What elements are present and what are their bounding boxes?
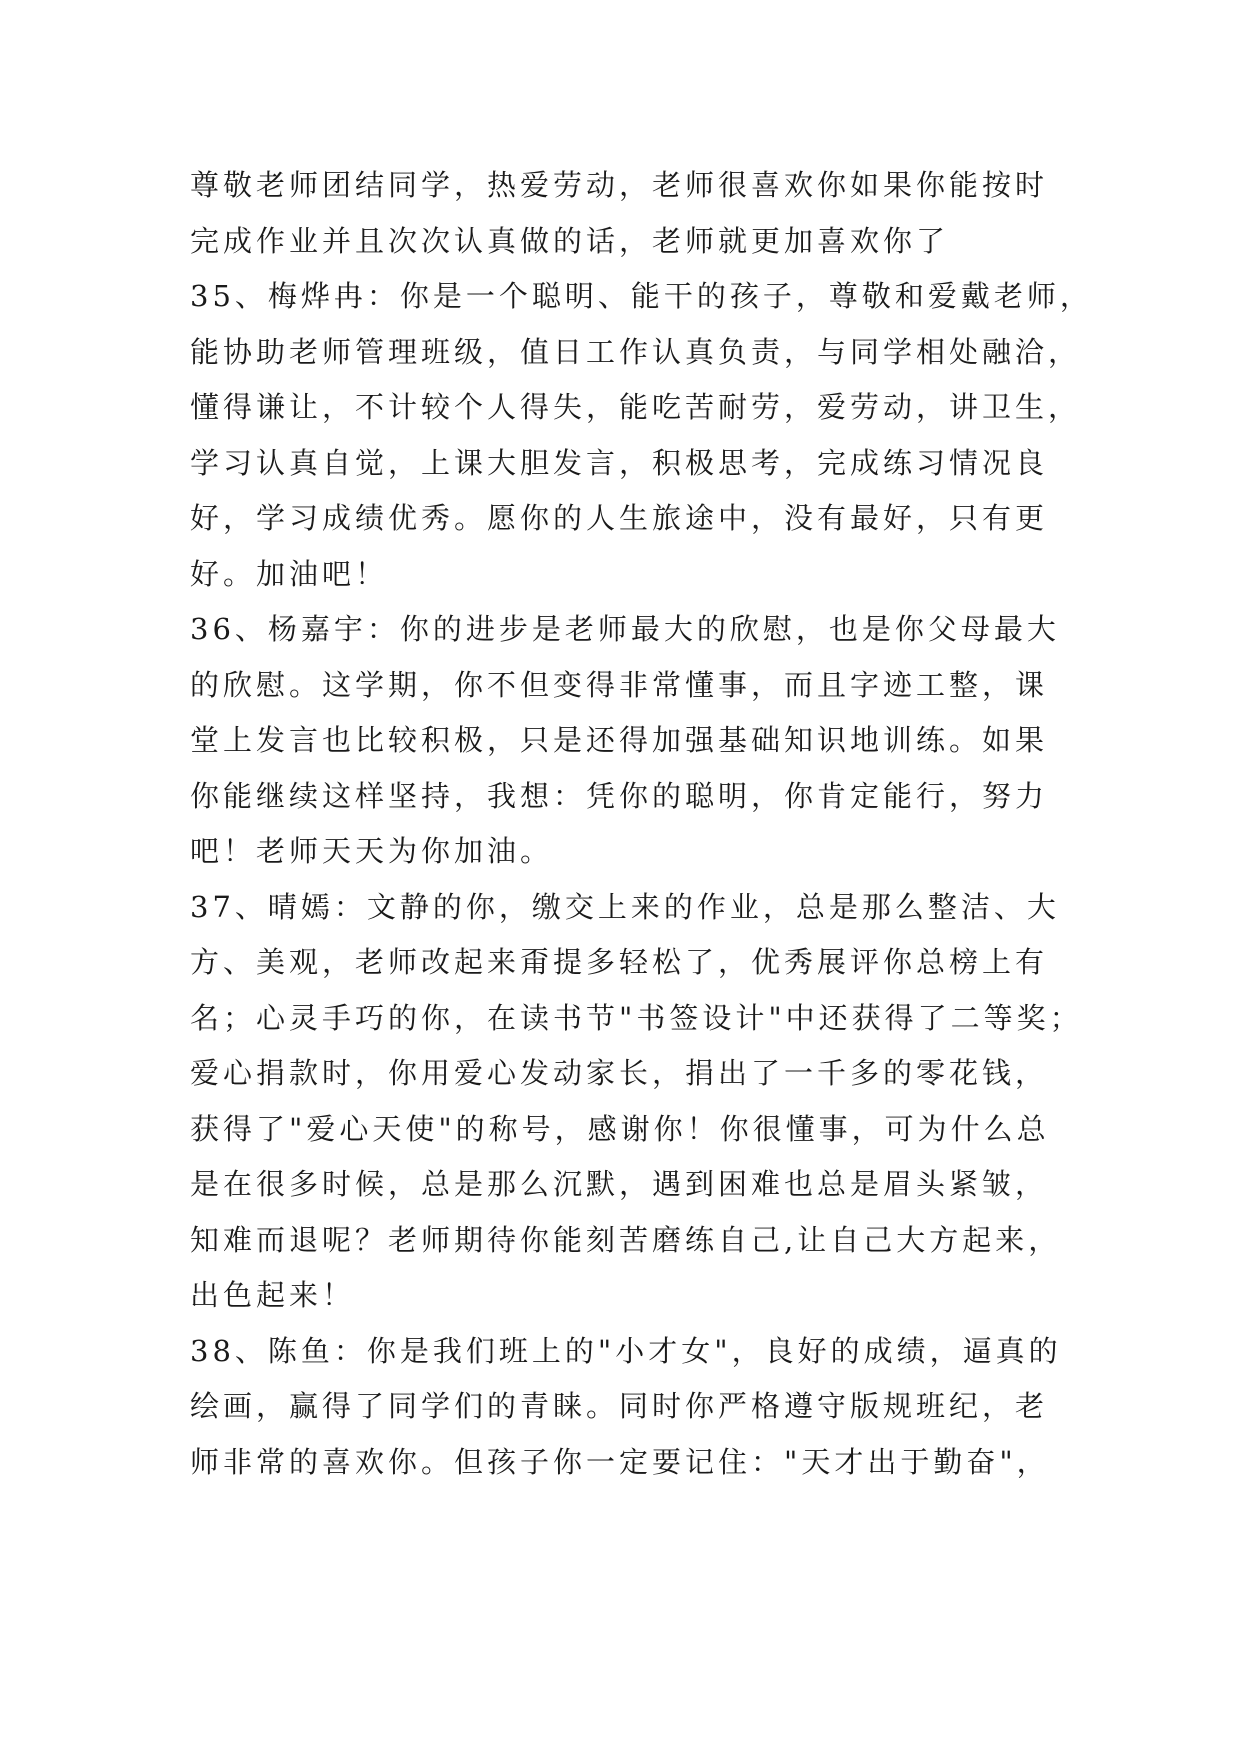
text-line: 好。加油吧！ (190, 556, 389, 591)
text-line: 方、美观，老师改起来甭提多轻松了，优秀展评你总榜上有 (190, 945, 1049, 979)
text-line: 师非常的喜欢你。但孩子你一定要记住："天才出于勤奋"， (190, 1444, 1050, 1479)
text-line: 吧！老师天天为你加油。 (190, 834, 554, 868)
text-line: 能协助老师管理班级，值日工作认真负责，与同学相处融洽， (190, 334, 1082, 369)
text-line: 获得了"爱心天使"的称号，感谢你！你很懂事，可为什么总 (190, 1111, 1050, 1146)
text-line: 知难而退呢？老师期待你能刻苦磨练自己,让自己大方起来， (190, 1222, 1062, 1257)
text-line: 堂上发言也比较积极，只是还得加强基础知识地训练。如果 (190, 723, 1049, 757)
text-line: 35、梅烨冉：你是一个聪明、能干的孩子，尊敬和爱戴老师， (190, 279, 1093, 313)
text-line: 36、杨嘉宇：你的进步是老师最大的欣慰，也是你父母最大 (190, 612, 1060, 646)
text-line: 37、晴嫣：文静的你，缴交上来的作业，总是那么整洁、大 (190, 889, 1060, 924)
text-line: 的欣慰。这学期，你不但变得非常懂事，而且字迹工整，课 (190, 667, 1049, 702)
text-line: 名；心灵手巧的你，在读书节"书签设计"中还获得了二等奖； (190, 1000, 1083, 1035)
text-line: 38、陈鱼：你是我们班上的"小才女"，良好的成绩，逼真的 (190, 1333, 1062, 1368)
text-line: 出色起来！ (190, 1278, 356, 1312)
text-line: 爱心捐款时，你用爱心发动家长，捐出了一千多的零花钱， (190, 1056, 1049, 1090)
text-line: 好，学习成绩优秀。愿你的人生旅途中，没有最好，只有更 (190, 501, 1049, 535)
text-line: 学习认真自觉，上课大胆发言，积极思考，完成练习情况良 (190, 445, 1049, 480)
text-line: 完成作业并且次次认真做的话，老师就更加喜欢你了 (190, 223, 950, 258)
document-body (190, 158, 1093, 1490)
text-line: 绘画，赢得了同学们的青睐。同时你严格遵守版规班纪，老 (190, 1389, 1049, 1423)
text-line: 你能继续这样坚持，我想：凭你的聪明，你肯定能行，努力 (190, 778, 1049, 813)
text-line: 尊敬老师团结同学，热爱劳动，老师很喜欢你如果你能按时 (190, 168, 1049, 202)
text-line: 是在很多时候，总是那么沉默，遇到困难也总是眉头紧皱， (190, 1167, 1049, 1201)
text-line: 懂得谦让，不计较个人得失，能吃苦耐劳，爱劳动，讲卫生， (190, 390, 1082, 424)
